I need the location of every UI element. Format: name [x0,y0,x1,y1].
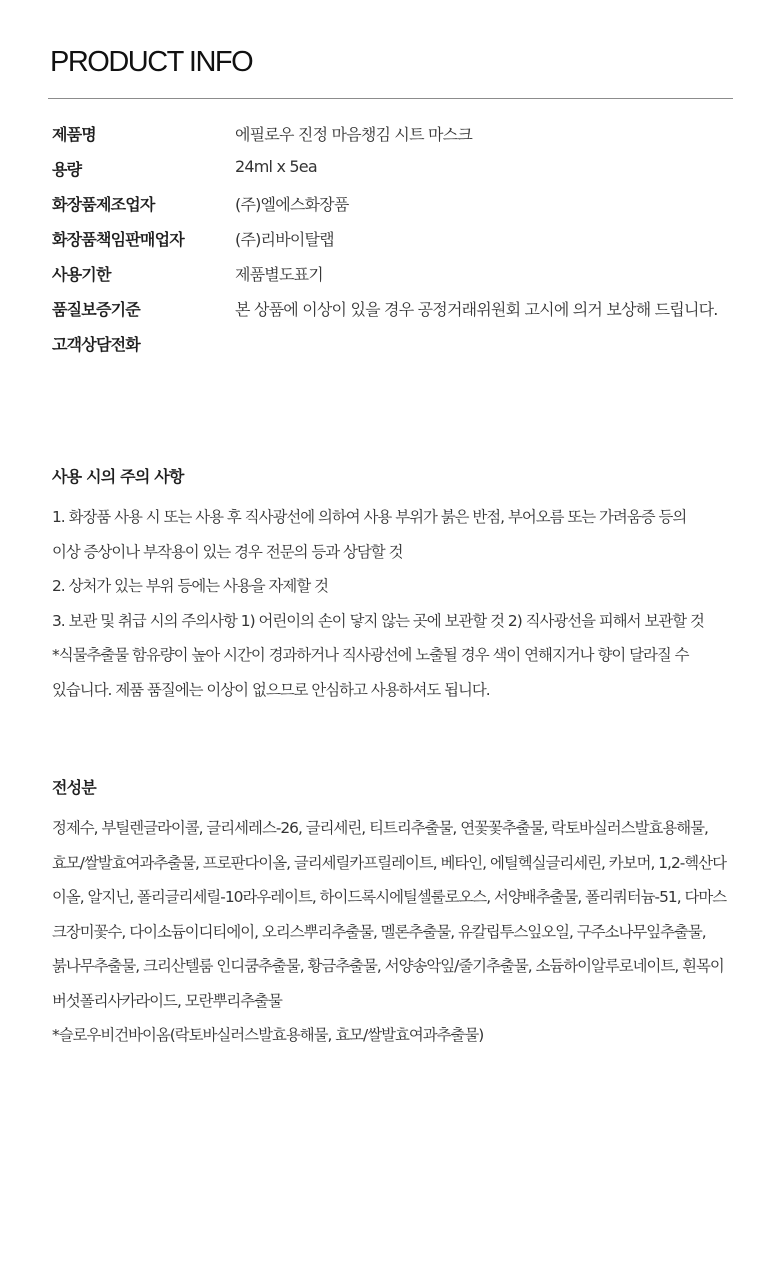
caution-line: 3. 보관 및 취급 시의 주의사항 1) 어린이의 손이 닿지 않는 곳에 보관할 것 2) 직사광선을 피해서 보관할 것 [52,611,704,630]
ingredients-line: 크장미꽃수, 다이소듐이디티에이, 오리스뿌리추출물, 멜론추출물, 유칼립투스잎오일, 구주소나무잎추출물, [52,922,706,941]
info-row-volume [52,157,742,192]
caution-line: 있습니다. 제품 품질에는 이상이 없으므로 안심하고 사용하셔도 됩니다. [52,680,490,699]
info-value: 24ml x 5ea [235,157,317,176]
ingredients-line: 이올, 알지닌, 폴리글리세릴-10라우레이트, 하이드록시에틸셀룰로오스, 서양배추출물, 폴리쿼터늄-51, 다마스 [52,888,727,906]
caution-line: 2. 상처가 있는 부위 등에는 사용을 자제할 것 [52,577,328,595]
info-row-quality-standard [52,297,742,332]
info-row-manufacturer [52,192,742,227]
caution-line: 1. 화장품 사용 시 또는 사용 후 직사광선에 의하여 사용 부위가 붉은 반점, 부어오름 또는 가려움증 등의 [52,508,687,526]
info-row-customer-phone [52,332,742,367]
info-label: 용량 [52,160,82,179]
info-label: 품질보증기준 [52,300,140,319]
info-value: (주)리바이탈랩 [235,230,334,249]
caution-heading: 사용 시의 주의 사항 [52,467,184,486]
info-row-expiry [52,262,742,297]
info-value: 에필로우 진정 마음챙김 시트 마스크 [235,125,472,144]
info-label: 제품명 [52,125,96,144]
info-value: (주)엘에스화장품 [235,195,349,214]
info-label: 화장품책임판매업자 [52,230,184,249]
info-label: 고객상담전화 [52,335,140,354]
title-divider [48,98,733,99]
info-row-product-name [52,122,742,157]
ingredients-line: 효모/쌀발효여과추출물, 프로판다이올, 글리세릴카프릴레이트, 베타인, 에틸헥실글리세린, 카보머, 1,2-헥산다 [52,853,726,872]
page-title: PRODUCT INFO [50,46,253,78]
ingredients-line: *슬로우비건바이옴(락토바실러스발효용해물, 효모/쌀발효여과추출물) [52,1026,484,1044]
info-row-distributor [52,227,742,262]
info-value: 본 상품에 이상이 있을 경우 공정거래위원회 고시에 의거 보상해 드립니다. [235,300,718,319]
ingredients-line: 버섯폴리사카라이드, 모란뿌리추출물 [52,991,282,1010]
caution-line: 이상 증상이나 부작용이 있는 경우 전문의 등과 상담할 것 [52,542,403,561]
info-value: 제품별도표기 [235,265,323,284]
caution-section [52,464,742,707]
ingredients-line: 붉나무추출물, 크리산텔룸 인디쿰추출물, 황금추출물, 서양송악잎/줄기추출물, 소듐하이알루로네이트, 흰목이 [52,957,724,975]
ingredients-heading: 전성분 [52,778,96,797]
ingredients-section [52,775,742,1053]
info-label: 화장품제조업자 [52,195,155,214]
info-label: 사용기한 [52,265,111,284]
caution-line: *식물추출물 함유량이 높아 시간이 경과하거나 직사광선에 노출될 경우 색이 연해지거나 향이 달라질 수 [52,646,689,664]
ingredients-line: 정제수, 부틸렌글라이콜, 글리세레스-26, 글리세린, 티트리추출물, 연꽃꽃추출물, 락토바실러스발효용해물, [52,819,708,837]
product-info-table [52,122,742,367]
